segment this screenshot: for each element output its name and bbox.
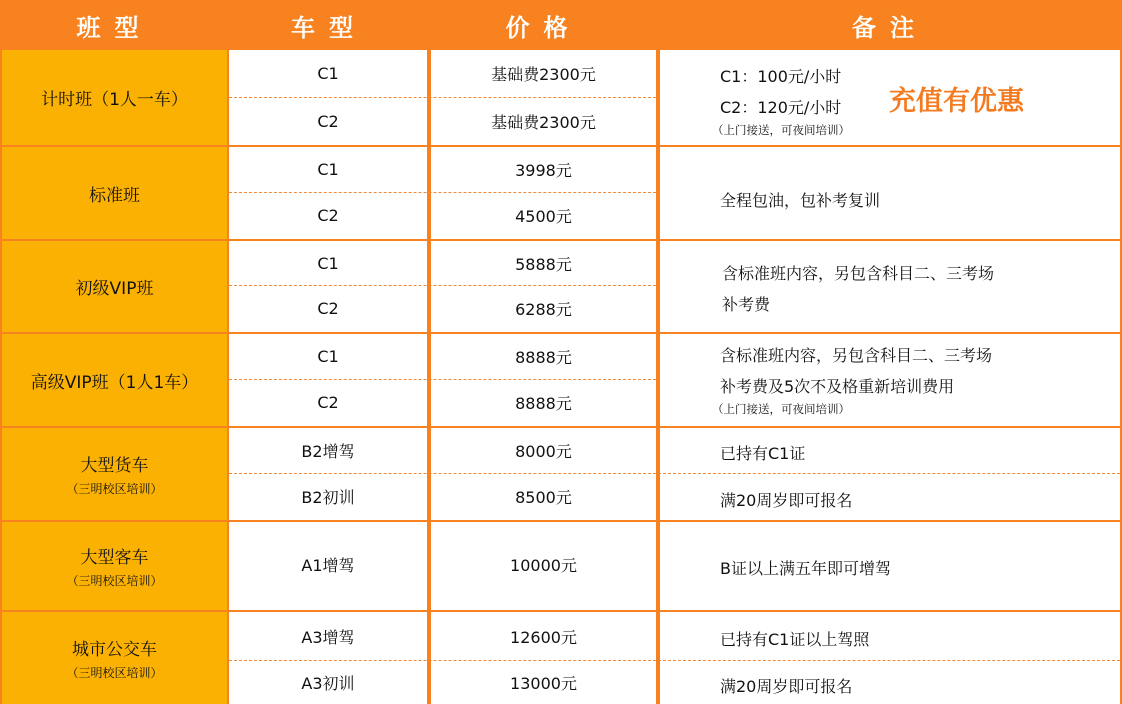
class-cell [2,522,227,610]
price: 6288元 [515,300,572,319]
note-line: 全程包油，包补考复训 [720,191,881,210]
price: 3998元 [515,161,572,180]
note-small: （上门接送，可夜间培训） [712,123,850,137]
car-type: C1 [317,347,339,366]
car-type: B2增驾 [301,442,355,461]
note-line: 已持有C1证以上驾照 [720,630,870,649]
car-type: B2初训 [301,488,355,507]
header-note: 备注 [852,13,928,42]
class-cell [2,334,227,426]
class-name: 大型货车 [80,456,149,476]
car-type: C2 [317,111,339,131]
note-cell [660,241,1120,332]
note-line: 补考费及5次不及格重新培训费用 [720,377,955,396]
class-cell [2,428,227,520]
class-name: 计时班（1人一车） [41,90,188,110]
note-line: 含标准班内容，另包含科目二、三考场 [722,264,995,283]
note-line: C1：100元/小时 [720,67,842,86]
price: 基础费2300元 [491,112,596,132]
class-cell [2,50,227,145]
price: 10000元 [510,555,577,575]
car-type: C2 [317,393,339,412]
price: 13000元 [510,673,577,693]
class-name: 标准班 [89,185,140,206]
note-small: （上门接送，可夜间培训） [712,402,850,416]
promo-text: 充值有优惠 [889,86,1024,117]
class-name: 高级VIP班（1人1车） [30,372,199,393]
note-line: 满20周岁即可报名 [720,491,853,510]
car-type: A3增驾 [301,627,355,647]
note-line: 补考费 [722,295,771,314]
car-type: C1 [317,64,339,83]
price: 基础费2300元 [491,65,596,84]
class-cell [2,612,227,704]
price: 4500元 [515,207,572,226]
car-type: C1 [317,160,339,179]
class-sub: （三明校区培训） [66,666,163,680]
class-name: 初级VIP班 [75,279,154,299]
car-type: C2 [317,206,339,225]
price: 5888元 [515,254,572,274]
price: 8888元 [515,348,572,367]
header-car: 车型 [291,13,367,42]
class-cell [2,147,227,239]
price: 8000元 [515,442,572,461]
car-type: C2 [317,299,339,318]
price: 8888元 [515,394,572,413]
note-line: 含标准班内容，另包含科目二、三考场 [720,346,993,365]
car-type: A3初训 [301,673,355,693]
car-type: A1增驾 [301,555,355,575]
header-class: 班型 [76,13,153,42]
class-cell [2,241,227,332]
class-name: 大型客车 [80,548,149,568]
note-line: B证以上满五年即可增驾 [720,559,891,578]
price: 8500元 [515,488,572,507]
price: 12600元 [510,627,577,647]
note-line: C2：120元/小时 [720,98,842,117]
class-name: 城市公交车 [72,640,157,660]
class-sub: （三明校区培训） [66,482,163,496]
class-sub: （三明校区培训） [66,574,163,588]
car-type: C1 [317,253,339,273]
note-line: 满20周岁即可报名 [720,677,853,696]
note-line: 已持有C1证 [720,444,806,463]
header-price: 价格 [505,13,582,42]
